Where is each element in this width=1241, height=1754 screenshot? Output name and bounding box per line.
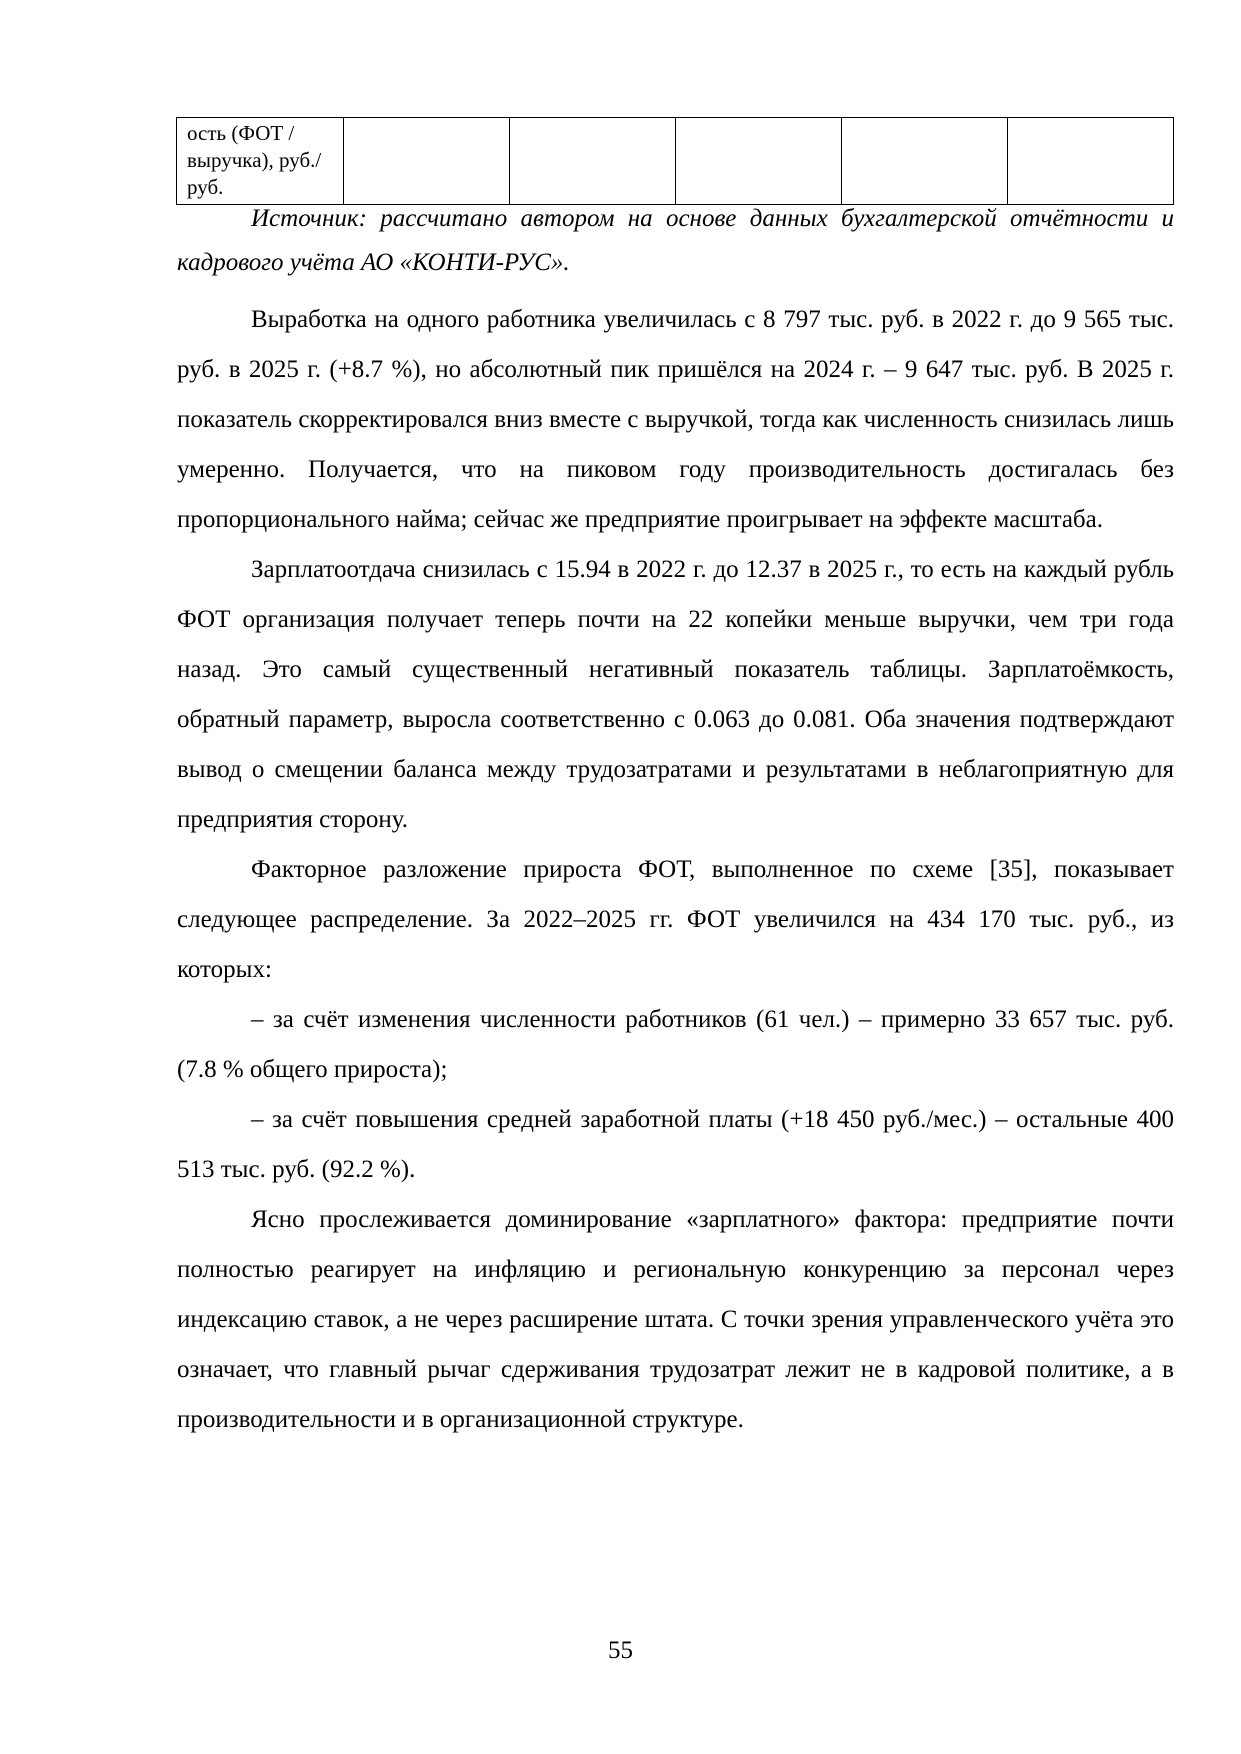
paragraph-wage-return: Зарплатоотдача снизилась с 15.94 в 2022 г. до 12.37 в 2025 г., то есть на каждый рубль ФОТ организация получает теперь почти на 22 копейки меньше выручки, чем три года назад. Это самый существенный негативный показатель таблицы. Зарплатоёмкость, обратный параметр, выросла соответственно с 0.063 до 0.081. Оба значения подтверждают вывод о смещении баланса между трудозатратами и результатами в неблагоприятную для предприятия сторону.: [177, 556, 1174, 833]
table-cell: [676, 118, 842, 205]
table-cell: [344, 118, 510, 205]
paragraph-conclusion: Ясно прослеживается доминирование «зарплатного» фактора: предприятие почти полностью реагирует на инфляцию и региональную конкуренцию за персонал через индексацию ставок, а не через расширение штата. С точки зрения управленческого учёта это означает, что главный рычаг сдерживания трудозатрат лежит не в кадровой политике, а в производительности и в организационной структуре.: [177, 1206, 1174, 1433]
table-cell: [510, 118, 676, 205]
table-cell-row-label: ость (ФОТ / выручка), руб./руб.: [177, 118, 344, 205]
table-cell: [1008, 118, 1174, 205]
source-note: Источник: рассчитано автором на основе данных бухгалтерской отчётности и кадрового учёта АО «КОНТИ-РУС».: [177, 205, 1174, 276]
table-fragment: [176, 117, 1174, 205]
table-row: [177, 118, 1174, 205]
table-cell: [842, 118, 1008, 205]
list-item-wage-factor: – за счёт повышения средней заработной платы (+18 450 руб./мес.) – остальные 400 513 тыс. руб. (92.2 %).: [177, 1106, 1174, 1183]
list-item-headcount-factor: – за счёт изменения численности работников (61 чел.) – примерно 33 657 тыс. руб. (7.8 % общего прироста);: [177, 1006, 1174, 1083]
body-text: [177, 197, 1174, 1445]
paragraph-productivity: Выработка на одного работника увеличилась с 8 797 тыс. руб. в 2022 г. до 9 565 тыс. руб. в 2025 г. (+8.7 %), но абсолютный пик пришёлся на 2024 г. – 9 647 тыс. руб. В 2025 г. показатель скорректировался вниз вместе с выручкой, тогда как численность снизилась лишь умеренно. Получается, что на пиковом году производительность достигалась без пропорционального найма; сейчас же предприятие проигрывает на эффекте масштаба.: [177, 306, 1174, 533]
page-number: 55: [608, 1637, 633, 1664]
paragraph-factor-analysis: Факторное разложение прироста ФОТ, выполненное по схеме [35], показывает следующее распределение. За 2022–2025 гг. ФОТ увеличился на 434 170 тыс. руб., из которых:: [177, 856, 1174, 983]
